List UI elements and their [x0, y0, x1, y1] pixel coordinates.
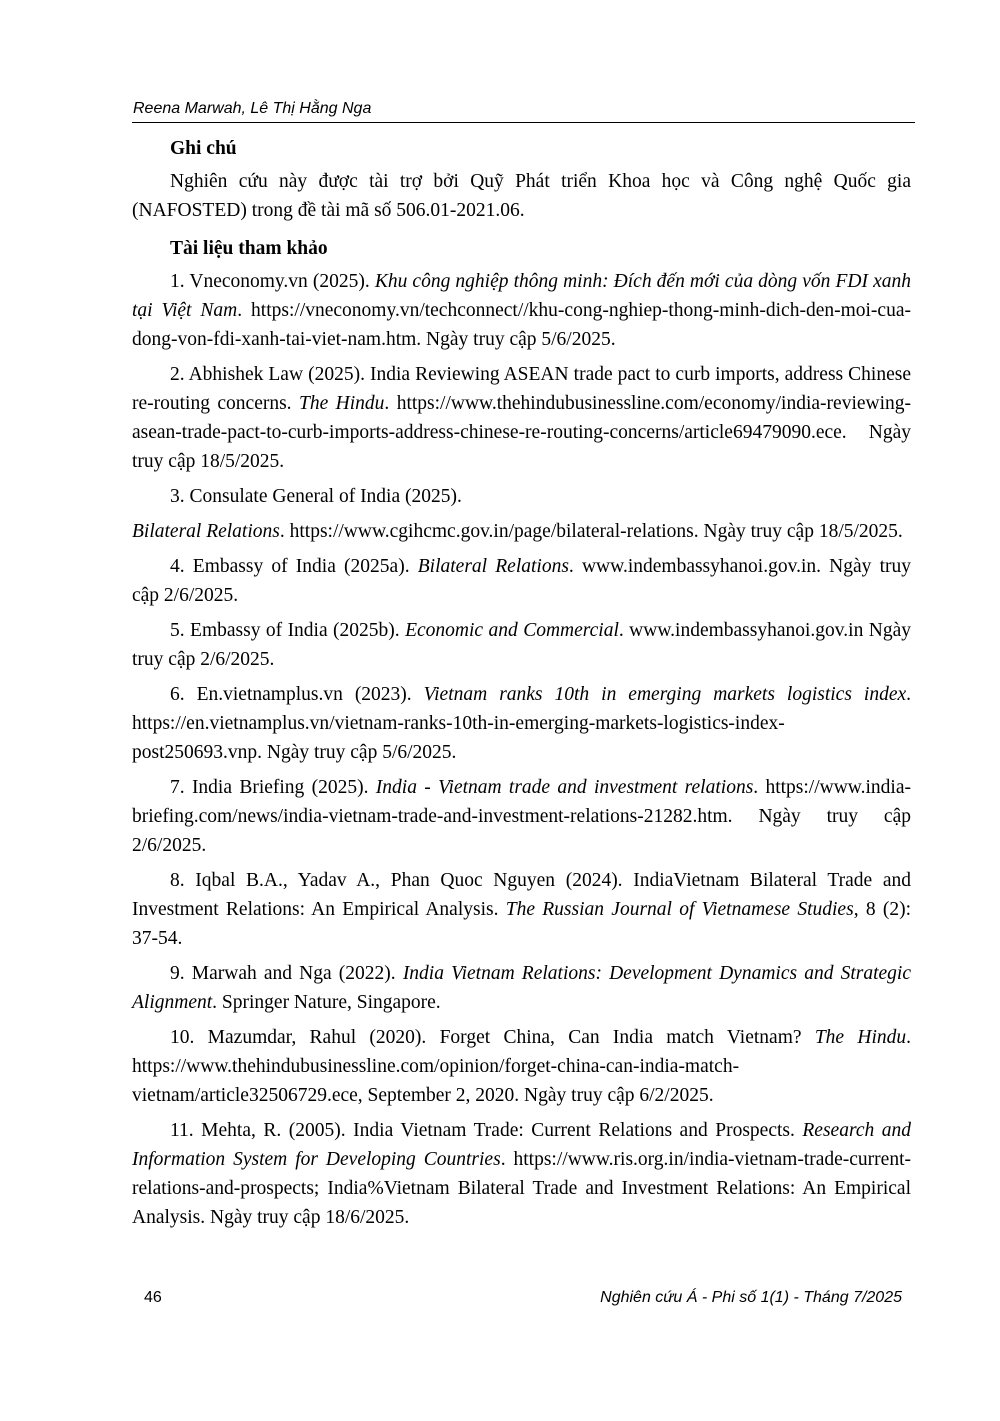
- reference-prefix: 9. Marwah and Nga (2022).: [170, 963, 403, 984]
- reference-suffix: . https://www.ris.org.in/india-vietnam-trade-current-relations-and-prospects; India%Vietnam Bilateral Trade and Investment Relations: An Empirical Analysis. Ngày truy cập 18/6/2025.: [132, 1149, 911, 1228]
- reference-title: The Russian Journal of Vietnamese Studies: [505, 899, 854, 920]
- reference-suffix: . https://en.vietnamplus.vn/vietnam-ranks-10th-in-emerging-markets-logistics-index-post250693.vnp. Ngày truy cập 5/6/2025.: [132, 684, 912, 763]
- reference-item-5: [132, 616, 911, 674]
- reference-item-6: [132, 680, 911, 767]
- running-head-authors: Reena Marwah, Lê Thị Hằng Nga: [133, 100, 372, 117]
- reference-prefix: 3. Consulate General of India (2025).: [170, 486, 462, 507]
- reference-prefix: 10. Mazumdar, Rahul (2020). Forget China, Can India match Vietnam?: [170, 1027, 815, 1048]
- reference-title: Khu công nghiệp thông minh: Đích đến mới của dòng vốn FDI xanh tại Việt Nam: [132, 271, 911, 321]
- reference-suffix: . https://www.thehindubusinessline.com/opinion/forget-china-can-india-match-vietnam/article32506729.ece, September 2, 2020. Ngày truy cập 6/2/2025.: [132, 1027, 912, 1106]
- reference-prefix: 5. Embassy of India (2025b).: [170, 620, 406, 641]
- reference-title: India Vietnam Relations: Development Dynamics and Strategic Alignment: [132, 963, 912, 1013]
- references-heading: Tài liệu tham khảo: [170, 238, 328, 259]
- reference-suffix: . https://vneconomy.vn/techconnect//khu-cong-nghiep-thong-minh-dich-den-moi-cua-dong-von-fdi-xanh-tai-viet-nam.htm. Ngày truy cập 5/6/2025.: [132, 300, 911, 350]
- reference-item-1: [132, 267, 911, 354]
- reference-item-4: [132, 552, 911, 610]
- reference-prefix: 6. En.vietnamplus.vn (2023).: [170, 684, 424, 705]
- reference-suffix: . https://www.thehindubusinessline.com/economy/india-reviewing-asean-trade-pact-to-curb-imports-address-chinese-re-routing-concerns/article69479090.ece. Ngày truy cập 18/5/2025.: [132, 393, 912, 472]
- reference-item-3-line-1: [132, 482, 911, 511]
- reference-suffix: . https://www.india-briefing.com/news/india-vietnam-trade-and-investment-relations-21282.htm. Ngày truy cập 2/6/2025.: [132, 777, 911, 856]
- reference-title: Economic and Commercial: [405, 620, 619, 641]
- reference-suffix: , 8 (2): 37-54.: [132, 899, 911, 949]
- reference-item-3-line-2: [132, 517, 911, 546]
- reference-item-7: [132, 773, 911, 860]
- reference-title: The Hindu: [298, 393, 385, 414]
- reference-title: Bilateral Relations: [132, 521, 280, 542]
- reference-item-9: [132, 959, 911, 1017]
- reference-prefix: 8. Iqbal B.A., Yadav A., Phan Quoc Nguyen (2024). IndiaVietnam Bilateral Trade and Investment Relations: An Empirical Analysis.: [132, 870, 911, 920]
- reference-prefix: 11. Mehta, R. (2005). India Vietnam Trade: Current Relations and Prospects.: [170, 1120, 803, 1141]
- reference-title: India - Vietnam trade and investment relations: [375, 777, 754, 798]
- reference-suffix: . www.indembassyhanoi.gov.in Ngày truy cập 2/6/2025.: [132, 620, 911, 670]
- reference-title: Research and Information System for Developing Countries: [132, 1120, 911, 1170]
- reference-title: The Hindu: [814, 1027, 907, 1048]
- reference-prefix: 4. Embassy of India (2025a).: [170, 556, 418, 577]
- reference-suffix: . Springer Nature, Singapore.: [212, 992, 441, 1013]
- reference-title: Bilateral Relations: [417, 556, 569, 577]
- reference-prefix: 7. India Briefing (2025).: [170, 777, 376, 798]
- reference-suffix: . https://www.cgihcmc.gov.in/page/bilateral-relations. Ngày truy cập 18/5/2025.: [279, 521, 903, 542]
- notes-heading: Ghi chú: [170, 138, 237, 159]
- reference-prefix: 2. Abhishek Law (2025). India Reviewing ASEAN trade pact to curb imports, address Chinese re-routing concerns.: [132, 364, 911, 414]
- reference-item-2: [132, 360, 911, 476]
- reference-item-8: [132, 866, 911, 953]
- reference-suffix: . www.indembassyhanoi.gov.in. Ngày truy cập 2/6/2025.: [132, 556, 911, 606]
- notes-text: Nghiên cứu này được tài trợ bởi Quỹ Phát triển Khoa học và Công nghệ Quốc gia (NAFOSTED) trong đề tài mã số 506.01-2021.06.: [132, 171, 911, 221]
- page-number: 46: [144, 1289, 162, 1306]
- page-body: [132, 134, 911, 1232]
- reference-title: Vietnam ranks 10th in emerging markets logistics index: [423, 684, 907, 705]
- reference-item-10: [132, 1023, 911, 1110]
- journal-footer: Nghiên cứu Á - Phi số 1(1) - Tháng 7/2025: [600, 1289, 902, 1306]
- reference-item-11: [132, 1116, 911, 1232]
- reference-prefix: 1. Vneconomy.vn (2025).: [170, 271, 375, 292]
- header-rule: [132, 122, 915, 123]
